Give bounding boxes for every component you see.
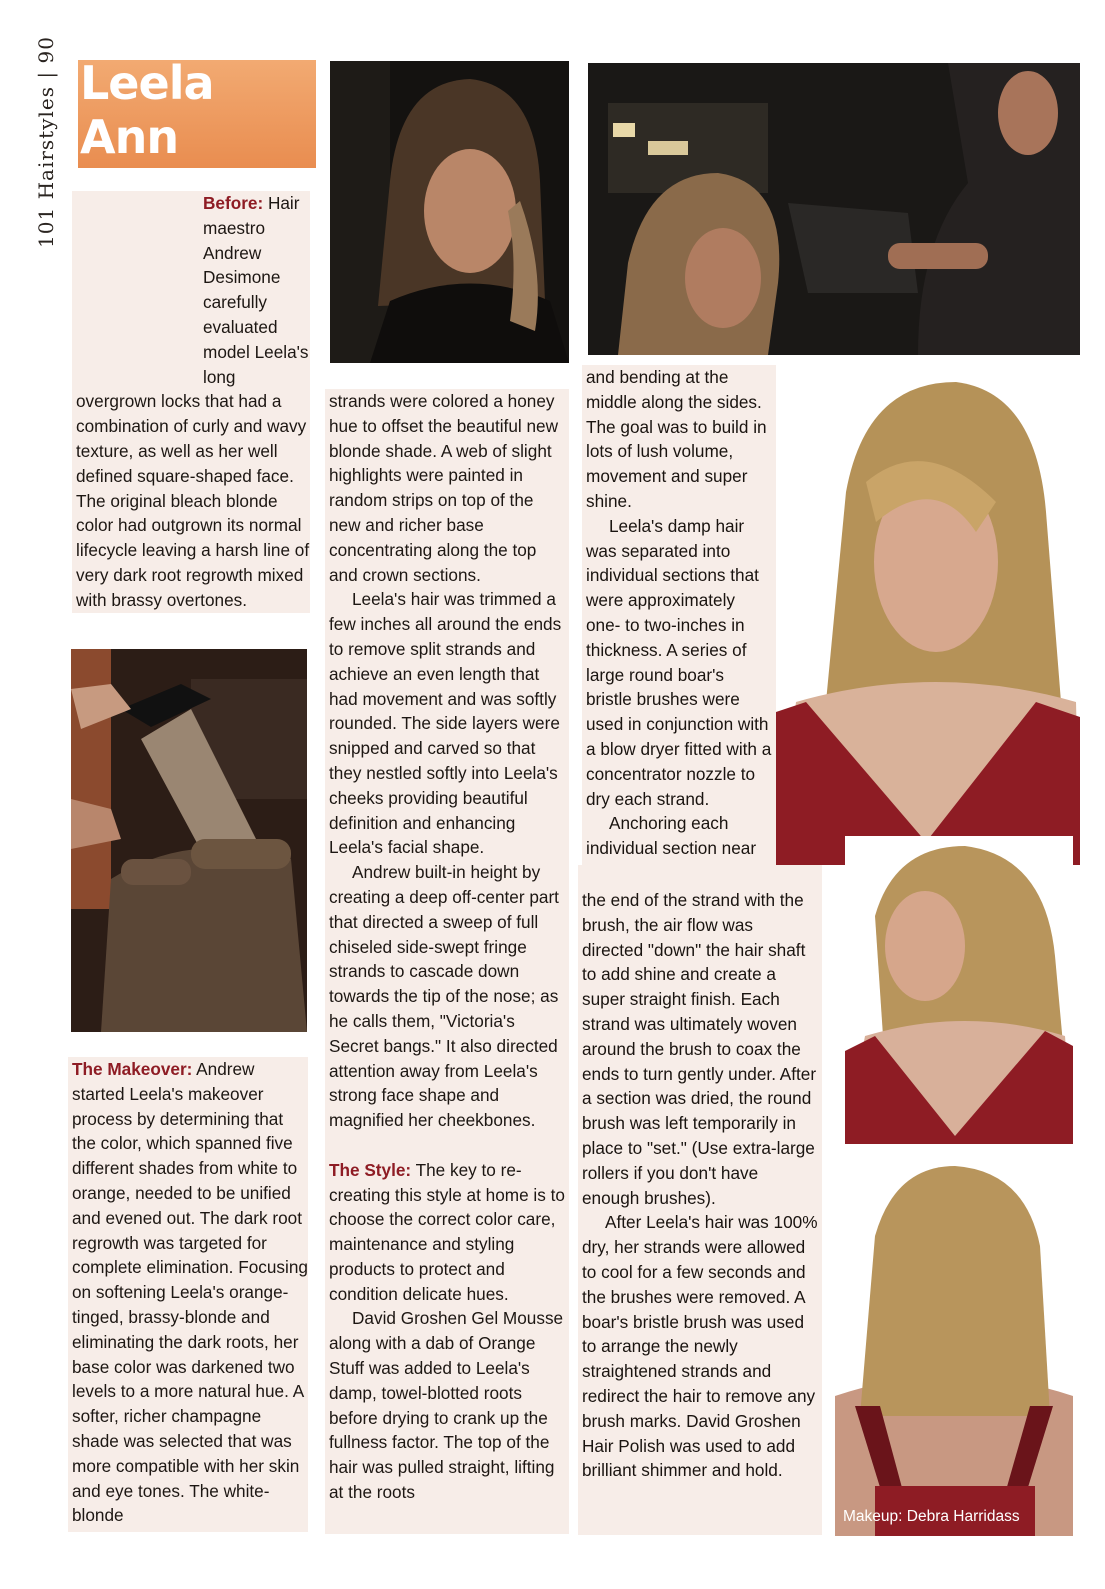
finished-style-front-photo (776, 372, 1080, 865)
before-paragraph (72, 191, 310, 639)
finished-style-side-photo (845, 836, 1073, 1144)
finished-style-back-photo (835, 1166, 1073, 1536)
running-head (26, 30, 66, 270)
col3-p1: and bending at the middle along the sides. The goal was to build in lots of lush volume, movement and super shine. (586, 367, 767, 511)
before-text: Hair maestro Andrew Desimone carefully evaluated model Leela's long overgrown locks that had a combination of curly and wavy texture, as well as her well defined square-shaped face. The original bleach blonde color had outgrown its normal lifecycle leaving a harsh line of very dark root regrowth mixed with brassy overtones. (76, 193, 310, 610)
page-title: Leela Ann (80, 56, 214, 164)
col2-p1: strands were colored a honey hue to offset the beautiful new blonde shade. A web of slight highlights were painted in random strips on top of the new and richer base concentrating along the top and crown sections. (329, 391, 559, 585)
col3-p2: Leela's damp hair was separated into individual sections that were approximately one- to two-inches in thickness. A series of large round boar's bristle brushes were used in conjunction with a blow dryer fitted with a concentrator nozzle to dry each strand. (586, 515, 772, 809)
round-brush-photo (71, 649, 307, 1032)
style-label: The Style: (329, 1159, 412, 1180)
makeover-text: Andrew started Leela's makeover process by determining that the color, which spanned five different shades from white to orange, needed to be unified and evened out. The dark root regrowth was targeted for complete elimination. Focusing on softening Leela's orange-tinged, brassy-blonde and eliminating the dark roots, her base color was darkened two levels to a more natural hue. A softer, richer champagne shade was selected that was more compatible with her skin and eye tones. The white-blonde (72, 1059, 308, 1526)
makeup-credit: Makeup: Debra Harridass (843, 1508, 1020, 1525)
makeover-label: The Makeover: (72, 1059, 193, 1079)
running-head-text: 101 Hairstyles | 90 (34, 36, 58, 248)
col2-p2: Leela's hair was trimmed a few inches all around the ends to remove split strands and achieve an even length that had movement and was softly rounded. The side layers were snipped and carved so that they nestled softly into Leela's cheeks providing beautiful definition and enhancing Leela's facial shape. (329, 589, 562, 858)
title-banner (78, 56, 316, 168)
col2-p5: David Groshen Gel Mousse along with a dab of Orange Stuff was added to Leela's damp, towel-blotted roots before drying to crank up the fullness factor. The top of the hair was pulled straight, lifting at the roots (329, 1308, 564, 1503)
col3-p4: After Leela's hair was 100% dry, her strands were allowed to cool for a few seconds and the brushes were removed. A boar's bristle brush was used to arrange the newly straightened strands and redirect the hair to remove any brush marks. David Groshen Hair Polish was used to add brilliant shimmer and hold. (582, 1212, 818, 1481)
column-three-lower-text (582, 888, 818, 1483)
col2-p3: Andrew built-in height by creating a deep off-center part that directed a sweep of full chiseled side-swept fringe strands to cascade down towards the tip of the nose; as he calls them, "Victoria's Secret bangs." It also directed attention away from Leela's strong face shape and magnified her cheekbones. (329, 862, 559, 1131)
blow-dry-photo (588, 63, 1080, 355)
makeover-paragraph (68, 1057, 308, 1532)
style-text: The key to re-creating this style at home is to choose the correct color care, maintenance and styling products to protect and condition delicate hues. (329, 1159, 565, 1304)
col3-p3-start: Anchoring each individual section near (586, 813, 757, 859)
column-two (325, 389, 569, 1534)
model-front-photo (330, 61, 569, 363)
column-three-upper-text (586, 365, 772, 861)
before-label: Before: (203, 193, 264, 213)
col3-p3-rest: the end of the strand with the brush, the air flow was directed "down" the hair shaft to add shine and create a super straight finish. Each strand was ultimately woven around the brush to coax the ends to turn gently under. After a section was dried, the round brush was left temporarily in place to "set." (Use extra-large rollers if you don't have enough brushes). (582, 890, 817, 1208)
